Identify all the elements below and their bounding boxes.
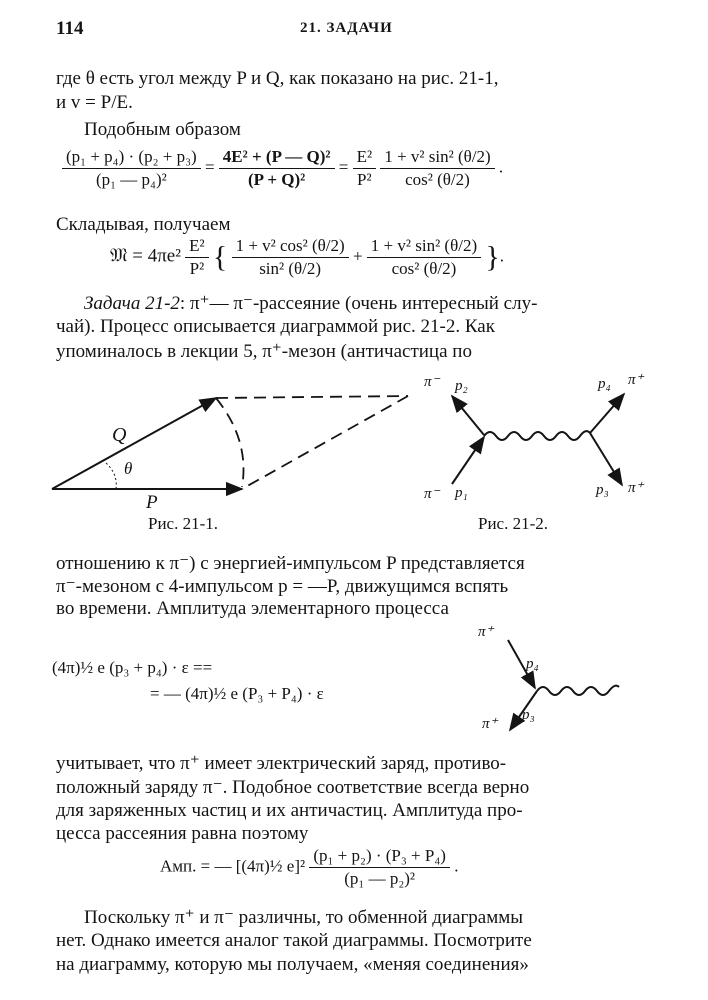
- angle-arc: [106, 463, 116, 489]
- line-top-right: [590, 394, 624, 433]
- eq2-frac3: $\frac{\text{1 + v² sin² (θ/2)}}{\text{cos² (θ/2)}}$: [367, 236, 481, 279]
- dashed-diagonal: [242, 396, 408, 489]
- text-line-15: Поскольку π⁺ и π⁻ различны, то обменной диаграммы: [84, 907, 524, 928]
- eq2-frac2: $\frac{\text{1 + v² cos² (θ/2)}}{\text{sin² (θ/2)}}$: [232, 236, 349, 279]
- fig-21-2: [424, 372, 645, 502]
- photon-wavy-line: [484, 431, 590, 440]
- dashed-arc: [216, 398, 244, 487]
- text-line-13: для заряженных частиц и их античастиц. Амплитуда про-: [56, 800, 523, 821]
- dashed-top-line: [216, 396, 408, 398]
- equation-3-line-2: = — (4π)½ e (P₃ + P₄) · ε: [150, 684, 324, 703]
- svg-text:π⁻: π⁻: [424, 374, 440, 390]
- text-line-6: чай). Процесс описывается диаграммой рис. 21-2. Как: [56, 316, 495, 337]
- svg-text:p₄: p₄: [598, 376, 611, 392]
- label-Q: Q: [112, 424, 127, 446]
- line-top-left: [452, 396, 484, 435]
- equation-2: 𝔐 = 4πe² $\frac{\text{E²}}{\text{P²}}$ { $\frac{\text{1 + v² cos² (θ/2)}}{\text{sin² (θ/2)}}$ + $\frac{\text{1 + v² sin² (θ/2)}}{\text{cos² (θ/2)}}$ }.: [110, 236, 505, 278]
- line-bottom-left: [452, 437, 484, 484]
- text-line-17: на диаграмму, которую мы получаем, «меняя соединения»: [56, 954, 529, 975]
- text-line-11: учитывает, что π⁺ имеет электрический заряд, противо-: [56, 753, 507, 774]
- eq1-frac4: $\frac{\text{1 + v² sin² (θ/2)}}{\text{cos² (θ/2)}}$: [380, 147, 494, 190]
- text-line-2: и v = P/E.: [56, 92, 133, 113]
- equation-4: Амп. = — [(4π)½ e]² $\frac{\text{(p₁ + p₂) · (P₃ + P₄)}}{\text{(p₁ — p₂)²}}$ .: [160, 846, 459, 888]
- equation-3-line-1: (4π)½ e (p₃ + p₄) · ε ==: [52, 658, 213, 677]
- text-line-4: Складывая, получаем: [56, 214, 231, 235]
- text-line-1: где θ есть угол между P и Q, как показано на рис. 21-1,: [56, 68, 499, 89]
- svg-text:π⁺: π⁺: [482, 716, 498, 732]
- eq1-frac2: $\frac{\text{4E² + (P — Q)²}}{\text{(P + Q)²}}$: [219, 147, 335, 190]
- svg-text:π⁺: π⁺: [628, 480, 644, 496]
- label-P: P: [146, 492, 158, 513]
- svg-text:p₃: p₃: [522, 707, 535, 723]
- svg-text:π⁻: π⁻: [424, 486, 440, 502]
- svg-text:p₄: p₄: [526, 656, 539, 672]
- equation-1: $\frac{\text{(p₁ + p₄) · (p₂ + p₃)}}{\text{(p₁ — p₄)²}}$ = $\frac{\text{4E² + (P — Q)²}}{\text{(P + Q)²}}$ = $\frac{\text{E²}}{\text{P²}}$ $\frac{\text{1 + v² sin² (θ/2)}}{\text{cos² (θ/2)}}$ .: [62, 147, 503, 190]
- caption-fig-21-1: Рис. 21-1.: [148, 514, 219, 533]
- svg-text:π⁺: π⁺: [628, 372, 644, 388]
- text-line-5: Задача 21-2: π⁺— π⁻-рассеяние (очень интересный слу-: [84, 293, 538, 314]
- text-line-14: цесса рассеяния равна поэтому: [56, 823, 309, 844]
- svg-text:p₁: p₁: [455, 485, 468, 501]
- text-line-9: π⁻-мезоном с 4-импульсом p = —P, движущимся вспять: [56, 576, 509, 597]
- vector-Q-arrow: [52, 398, 216, 489]
- text-line-3: Подобным образом: [84, 119, 241, 140]
- text-line-7: упоминалось в лекции 5, π⁺-мезон (античастица по: [56, 341, 472, 362]
- eq1-frac3: $\frac{\text{E²}}{\text{P²}}$: [353, 147, 376, 190]
- text-line-12: положный заряду π⁻. Подобное соответствие всегда верно: [56, 777, 530, 798]
- text-line-16: нет. Однако имеется аналог такой диаграммы. Посмотрите: [56, 930, 532, 951]
- page-number: 114: [56, 18, 84, 39]
- caption-fig-21-2: Рис. 21-2.: [478, 514, 549, 533]
- svg-text:p₂: p₂: [455, 378, 468, 394]
- fig-21-1: [52, 396, 408, 513]
- label-theta: θ: [124, 459, 133, 478]
- svg-text:π⁺: π⁺: [478, 624, 494, 640]
- line-bottom-right: [590, 433, 622, 485]
- eq2-frac1: $\frac{\text{E²}}{\text{P²}}$: [185, 236, 208, 279]
- eq1-frac1: $\frac{\text{(p₁ + p₄) · (p₂ + p₃)}}{\text{(p₁ — p₄)²}}$: [62, 147, 201, 190]
- eq4-frac: $\frac{\text{(p₁ + p₂) · (P₃ + P₄)}}{\text{(p₁ — p₂)²}}$: [309, 846, 450, 889]
- fig-vertex: [478, 624, 619, 732]
- svg-text:p₃: p₃: [596, 482, 609, 498]
- vertex-wavy-line: [537, 686, 619, 695]
- text-line-10: во времени. Амплитуда элементарного процесса: [56, 598, 449, 619]
- running-title: 21. ЗАДАЧИ: [300, 20, 393, 36]
- text-line-8: отношению к π⁻) с энергией-импульсом P представляется: [56, 553, 525, 574]
